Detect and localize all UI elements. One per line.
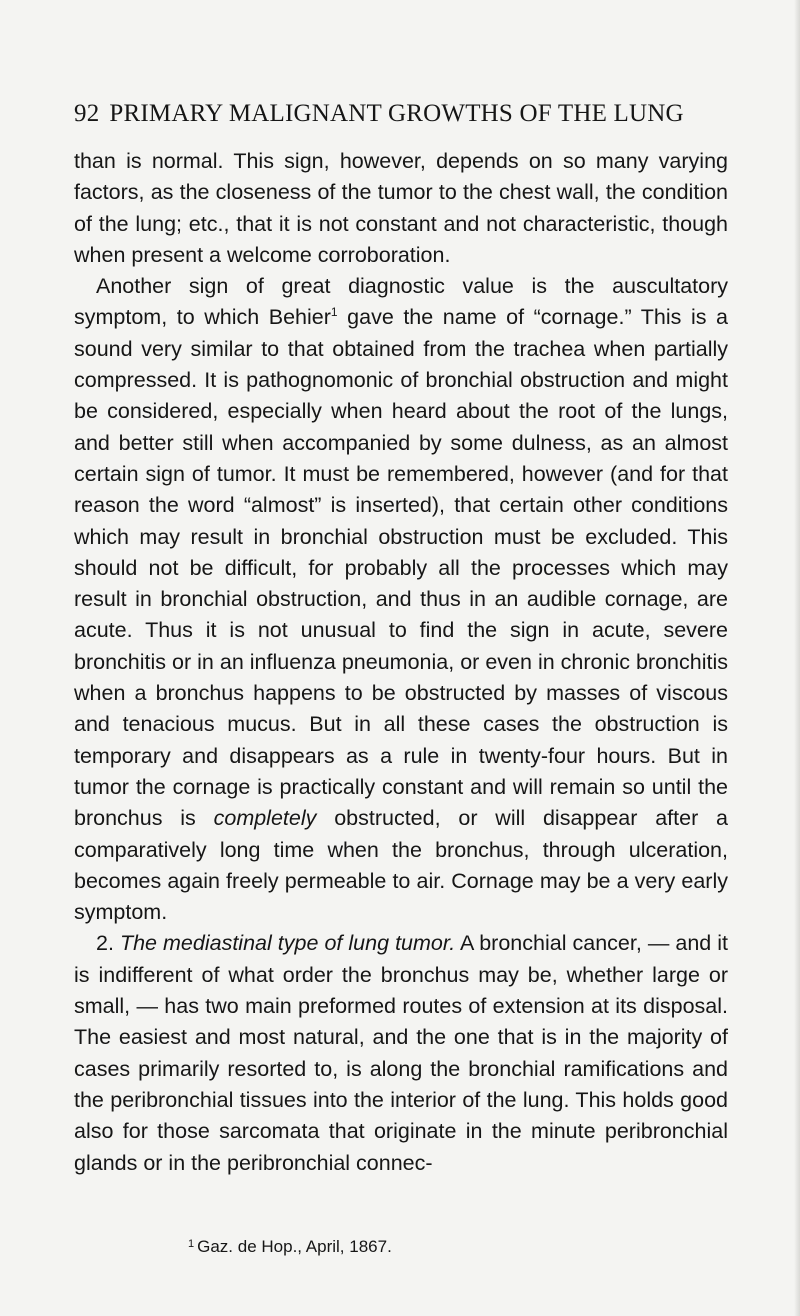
paragraph-text: gave the name of “cornage.” This is a sound very similar to that obtained from the trachea when partially compressed. It is pathognomonic of bronchial obstruction and might be considered, especially when heard about the root of the lungs, and better still when accompanied by some dulness, as an almost certain sign of tumor. It must be remembered, however (and for that reason the word “almost” is inserted), that certain other conditions which may result in bronchial obstruction must be excluded. This should not be difficult, for probably all the processes which may result in bronchial obstruction, and thus in an audible cornage, are acute. Thus it is not unusual to find the sign in acute, severe bronchitis or in an influenza pneumonia, or even in chronic bronchitis when a bronchus happens to be obstructed by masses of viscous and tenacious mucus. But in all these cases the obstruction is temporary and disappears as a rule in twenty-four hours. But in tumor the cornage is practically constant and will remain so until the bronchus is — [74, 305, 728, 831]
paragraph-text: Another sign of great diagnostic value is the auscultatory symptom, to which Behier — [74, 274, 728, 330]
paragraph-cornage — [74, 271, 728, 928]
body-text — [74, 146, 728, 1179]
section-heading: The mediastinal type of lung tumor. — [119, 931, 456, 956]
footnote-text: Gaz. de Hop., April, 1867. — [197, 1237, 392, 1256]
footnote — [188, 1235, 708, 1259]
running-title: PRIMARY MALIGNANT GROWTHS OF THE LUNG — [109, 100, 684, 127]
emphasized-word: completely — [213, 806, 317, 831]
paragraph-mediastinal-type — [74, 928, 728, 1178]
paragraph-text: obstructed, or will disappear after a comparatively long time when the bronchus, through ulceration, becomes again freely permeable to air. Cornage may be a very early symptom. — [74, 806, 729, 925]
paragraph-continued: than is normal. This sign, however, depends on so many varying factors, as the closeness of the tumor to the chest wall, the condition of the lung; etc., that it is not constant and not characteristic, though when present a welcome corroboration. — [74, 149, 728, 267]
section-number: 2. — [96, 931, 120, 956]
running-head — [74, 98, 734, 130]
footnote-marker: 1 — [188, 1238, 195, 1250]
page-edge-shadow — [794, 0, 800, 1316]
footnote-reference: 1 — [330, 305, 338, 320]
page-number: 92 — [74, 100, 100, 127]
paragraph-text: A bronchial cancer, — and it is indifferent of what order the bronchus may be, whether large or small, — has two main preformed routes of extension at its disposal. The easiest and most natural, and the one that is in the majority of cases primarily resorted to, is along the bronchial ramifications and the peribronchial tissues into the interior of the lung. This holds good also for those sarcomata that originate in the minute peribronchial glands or in the peribronchial connec- — [74, 931, 729, 1175]
